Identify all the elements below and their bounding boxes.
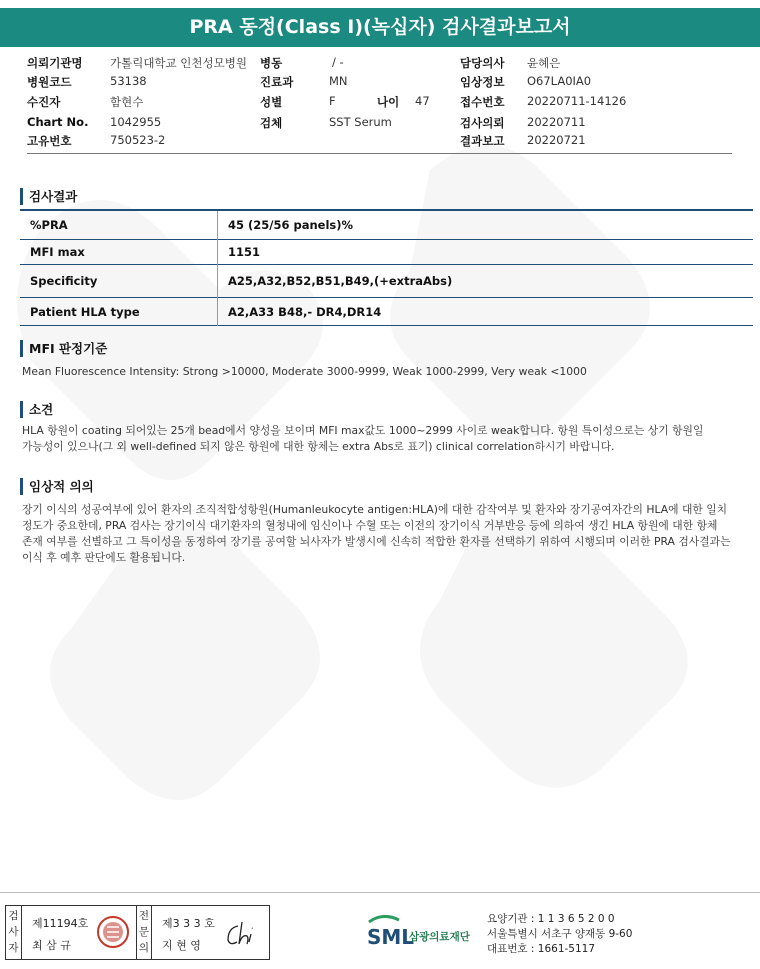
result-key: %PRA: [20, 210, 218, 240]
org-name: 삼광의료재단: [409, 931, 470, 943]
info-value: 47: [415, 94, 430, 108]
vertical-char: 의: [138, 942, 150, 954]
section-title-criteria: MFI 판정기준: [20, 340, 107, 357]
text-line: HLA 항원이 coating 되어있는 25개 bead에서 양성을 보이며 MFI max값도 1000~2999 사이로 weak합니다. 항원 특이성으로는 상기 항원일: [22, 424, 704, 437]
text-line: 가능성이 있으나(그 외 well-defined 되지 않은 항원에 대한 항체는 extra Abs로 표기) clinical correlation하시기 바랍니다.: [22, 440, 615, 453]
info-row: [27, 55, 737, 73]
result-key: MFI max: [20, 240, 218, 265]
provider-number: 요양기관 : 1 1 3 6 5 2 0 0: [487, 913, 615, 925]
signer1-license: 제11194호: [32, 917, 89, 930]
info-label: 결과보고: [460, 134, 505, 148]
signer-role-vertical: [136, 906, 152, 959]
result-value: A2,A33 B48,- DR4,DR14: [228, 304, 382, 319]
text-line: 장기 이식의 성공여부에 있어 환자의 조직적합성항원(Humanleukocyte antigen:HLA)에 대한 감작여부 및 환자와 장기공여자간의 HLA에 대한 일치: [22, 503, 728, 516]
info-label: 검체: [260, 116, 283, 130]
info-label: 나이: [377, 95, 400, 109]
handwritten-signature: [224, 918, 264, 950]
phone-number: 대표번호 : 1661-5117: [487, 943, 596, 955]
info-label: 성별: [260, 95, 283, 109]
table-row: [20, 240, 753, 265]
table-row: [20, 265, 753, 298]
section-title-findings: 소견: [20, 401, 53, 418]
report-title: PRA 동정(Class I)(녹십자) 검사결과보고서: [0, 8, 760, 47]
info-label: 의뢰기관명: [27, 56, 83, 70]
vertical-char: 자: [8, 942, 19, 954]
info-value: 윤혜은: [527, 56, 561, 70]
contact-info: [487, 912, 632, 957]
info-value: 1042955: [110, 115, 162, 129]
signer2-name: 지 현 영: [162, 939, 201, 952]
logo-text: SML: [367, 925, 415, 949]
info-value: 함현수: [110, 95, 144, 109]
info-row: [27, 133, 737, 151]
signer-role-vertical: [6, 906, 22, 959]
info-label: 병동: [260, 56, 283, 70]
signer2-license: 제3 3 3 호: [162, 917, 215, 930]
info-label: 수진자: [27, 95, 61, 109]
info-value: F: [329, 94, 336, 108]
criteria-text: Mean Fluorescence Intensity: Strong >10000, Moderate 3000-9999, Weak 1000-2999, Very weak <1000: [22, 365, 587, 378]
text-line: 존재 여부를 선별하고 그 특이성을 동정하여 장기를 공여할 뇌사자가 발생시에 신속히 적합한 환자를 선택하기 위하여 시행되며 이러한 PRA 검사결과는: [22, 535, 731, 548]
info-row: [27, 115, 737, 133]
info-label: 고유번호: [27, 134, 72, 148]
red-seal-stamp: [96, 915, 130, 949]
info-value: SST Serum: [329, 115, 392, 129]
footer-divider: [0, 892, 760, 893]
info-value: 53138: [110, 74, 147, 88]
results-table: [20, 209, 753, 326]
vertical-char: 전: [138, 910, 150, 922]
signature-box: [5, 905, 270, 960]
result-value: A25,A32,B52,B51,B49,(+extraAbs): [228, 274, 453, 288]
vertical-char: 검: [8, 910, 19, 922]
vertical-char: 사: [8, 926, 19, 938]
signer1-name: 최 삼 규: [32, 939, 71, 952]
info-label: 담당의사: [460, 56, 505, 70]
section-title-clinical: 임상적 의의: [20, 478, 94, 495]
info-label: 검사의뢰: [460, 116, 505, 130]
info-label: 병원코드: [27, 75, 72, 89]
info-row: [27, 94, 737, 112]
info-row: [27, 74, 737, 92]
info-value: 20220711: [527, 115, 586, 129]
info-value: 20220721: [527, 133, 586, 147]
info-value: 20220711-14126: [527, 94, 627, 108]
result-value: 45 (25/56 panels)%: [228, 218, 354, 232]
result-value: 1151: [228, 245, 261, 259]
info-label: 진료과: [260, 75, 294, 89]
address: 서울특별시 서초구 양재동 9-60: [487, 928, 633, 940]
info-label: 접수번호: [460, 95, 505, 109]
section-title-results: 검사결과: [20, 188, 77, 205]
info-label: 임상정보: [460, 75, 505, 89]
info-value: / -: [332, 55, 344, 69]
text-line: 이식 후 예후 판단에도 활용됩니다.: [22, 551, 186, 564]
clinical-text: [22, 502, 747, 566]
vertical-char: 문: [138, 926, 150, 938]
result-key: Specificity: [20, 265, 218, 298]
text-line: 정도가 중요한데, PRA 검사는 장기이식 대기환자의 혈청내에 임신이나 수혈 또는 이전의 장기이식 거부반응 등에 의하여 생긴 HLA 항원에 대한 항체: [22, 519, 718, 532]
table-row: [20, 210, 753, 240]
findings-text: [22, 423, 747, 455]
divider: [27, 153, 732, 154]
info-label: Chart No.: [27, 115, 89, 129]
result-key: Patient HLA type: [20, 298, 218, 326]
table-row: [20, 298, 753, 326]
info-value: O67LA0IA0: [527, 74, 592, 88]
info-value: 750523-2: [110, 133, 166, 147]
info-value: 가톨릭대학교 인천성모병원: [110, 56, 247, 70]
info-value: MN: [329, 74, 348, 88]
sml-logo: [363, 910, 483, 955]
